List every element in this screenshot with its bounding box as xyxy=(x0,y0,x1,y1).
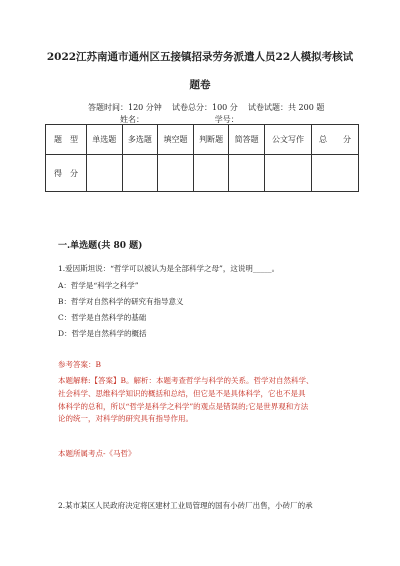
header-cell: 简答题 xyxy=(229,125,265,155)
explanation-line: 本题解释:【答案】B。解析：本题考查哲学与科学的关系。哲学对自然科学、 xyxy=(58,376,314,385)
score-table-header-row xyxy=(46,125,359,155)
question-1-answer: 参考答案：B xyxy=(58,360,102,369)
exam-time: 答题时间：120 分钟 xyxy=(88,103,162,112)
question-1-stem: 1.爱因斯坦说：“哲学可以被认为是全部科学之母”，这说明_____。 xyxy=(58,264,280,273)
exam-meta-line xyxy=(88,103,324,113)
score-cell xyxy=(311,155,358,192)
explanation-line: 论的统一，对科学的研究具有指导作用。 xyxy=(58,414,193,424)
section-title: 一.单选题(共 80 题) xyxy=(58,241,143,251)
header-cell: 总 分 xyxy=(311,125,358,155)
score-cell xyxy=(229,155,265,192)
explanation-line: 社会科学、思维科学知识的概括和总结，但它是不是具体科学，它也不是具 xyxy=(58,388,306,398)
exam-title-line1: 2022江苏南通市通州区五接镇招录劳务派遣人员22人模拟考核试 xyxy=(46,51,354,63)
question-1-topic: 本题所属考点-《马哲》 xyxy=(58,449,136,458)
score-cell xyxy=(87,155,123,192)
question-2-stem: 2.某市某区人民政府决定将区建材工业局管理的国有小砖厂出售，小砖厂的承 xyxy=(58,501,313,510)
score-row-label: 得 分 xyxy=(46,155,87,192)
question-1-option-d: D：哲学是自然科学的概括 xyxy=(58,329,147,338)
score-cell xyxy=(193,155,229,192)
header-cell: 公文写作 xyxy=(264,125,311,155)
exam-question-count: 试卷试题：共 200 题 xyxy=(247,103,325,112)
header-cell: 单选题 xyxy=(87,125,123,155)
score-table-score-row xyxy=(46,155,359,192)
exam-total-score: 试卷总分：100 分 xyxy=(171,103,238,112)
header-cell: 判断题 xyxy=(193,125,229,155)
explanation-line: 体科学的总和，所以“哲学是科学之科学”的观点是错误的;它是世界观和方法 xyxy=(58,401,309,411)
student-id-label: 学号： xyxy=(214,115,239,124)
header-cell: 填空题 xyxy=(158,125,194,155)
score-cell xyxy=(122,155,158,192)
score-cell xyxy=(264,155,311,192)
question-1-option-b: B：哲学对自然科学的研究有指导意义 xyxy=(58,297,184,306)
question-1-explanation xyxy=(58,375,358,426)
name-label: 姓名： xyxy=(120,115,144,124)
question-1-option-c: C：哲学是自然科学的基础 xyxy=(58,313,147,322)
score-cell xyxy=(158,155,194,192)
question-1-option-a: A：哲学是“科学之科学” xyxy=(58,281,139,290)
header-cell: 题 型 xyxy=(46,125,87,155)
header-cell: 多选题 xyxy=(122,125,158,155)
score-table xyxy=(45,124,359,192)
exam-title-line2: 题卷 xyxy=(189,79,211,91)
